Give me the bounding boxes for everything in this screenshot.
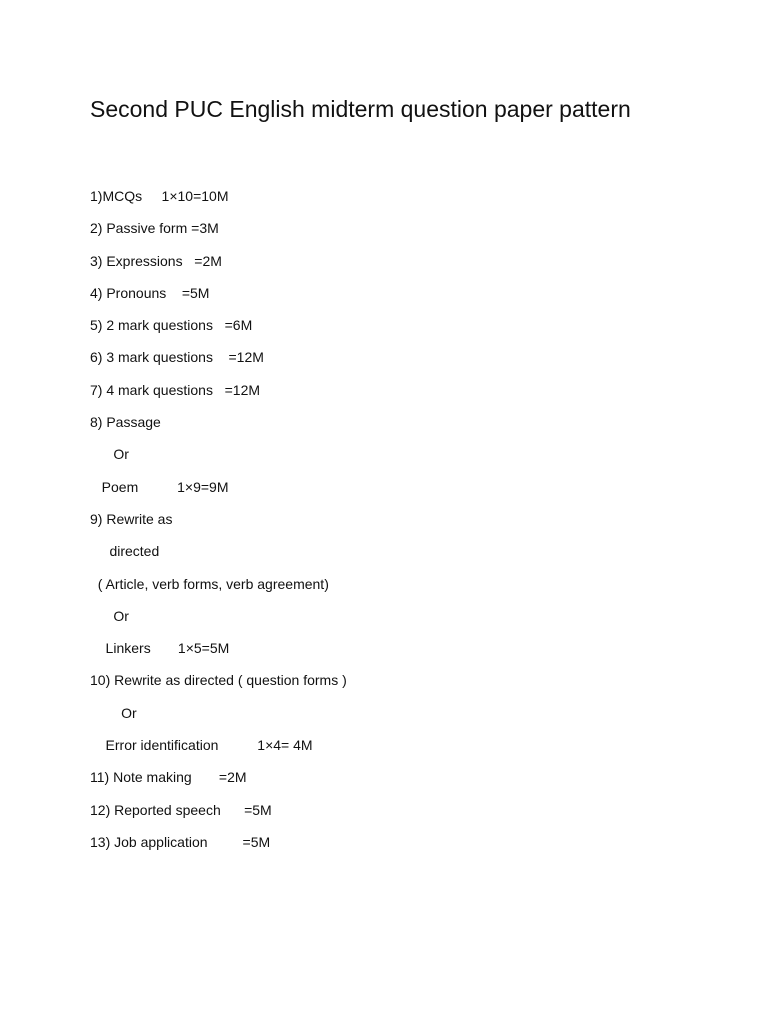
text-line-11: 9) Rewrite as xyxy=(90,510,173,527)
document-title: Second PUC English midterm question paper pattern xyxy=(90,96,631,122)
text-line-5: 5) 2 mark questions =6M xyxy=(90,317,253,334)
text-line-17: Or xyxy=(90,704,137,721)
text-line-21: 13) Job application =5M xyxy=(90,833,271,850)
text-line-20: 12) Reported speech =5M xyxy=(90,801,272,818)
text-line-1: 1)MCQs 1×10=10M xyxy=(90,188,229,204)
text-line-4: 4) Pronouns =5M xyxy=(90,284,210,301)
text-line-15: Linkers 1×5=5M xyxy=(90,640,230,657)
text-line-18: Error identification 1×4= 4M xyxy=(90,737,313,754)
text-line-7: 7) 4 mark questions =12M xyxy=(90,381,261,398)
text-line-16: 10) Rewrite as directed ( question forms ) xyxy=(90,672,347,689)
text-line-13: ( Article, verb forms, verb agreement) xyxy=(90,575,329,592)
text-line-19: 11) Note making =2M xyxy=(90,769,247,786)
text-line-9: Or xyxy=(90,446,129,463)
text-line-10: Poem 1×9=9M xyxy=(90,478,229,495)
text-line-3: 3) Expressions =2M xyxy=(90,252,222,269)
text-line-12: directed xyxy=(90,543,160,560)
text-line-6: 6) 3 mark questions =12M xyxy=(90,349,264,366)
question-pattern-list xyxy=(90,184,690,862)
text-line-14: Or xyxy=(90,607,129,624)
text-line-2: 2) Passive form =3M xyxy=(90,220,219,237)
text-line-8: 8) Passage xyxy=(90,414,161,431)
